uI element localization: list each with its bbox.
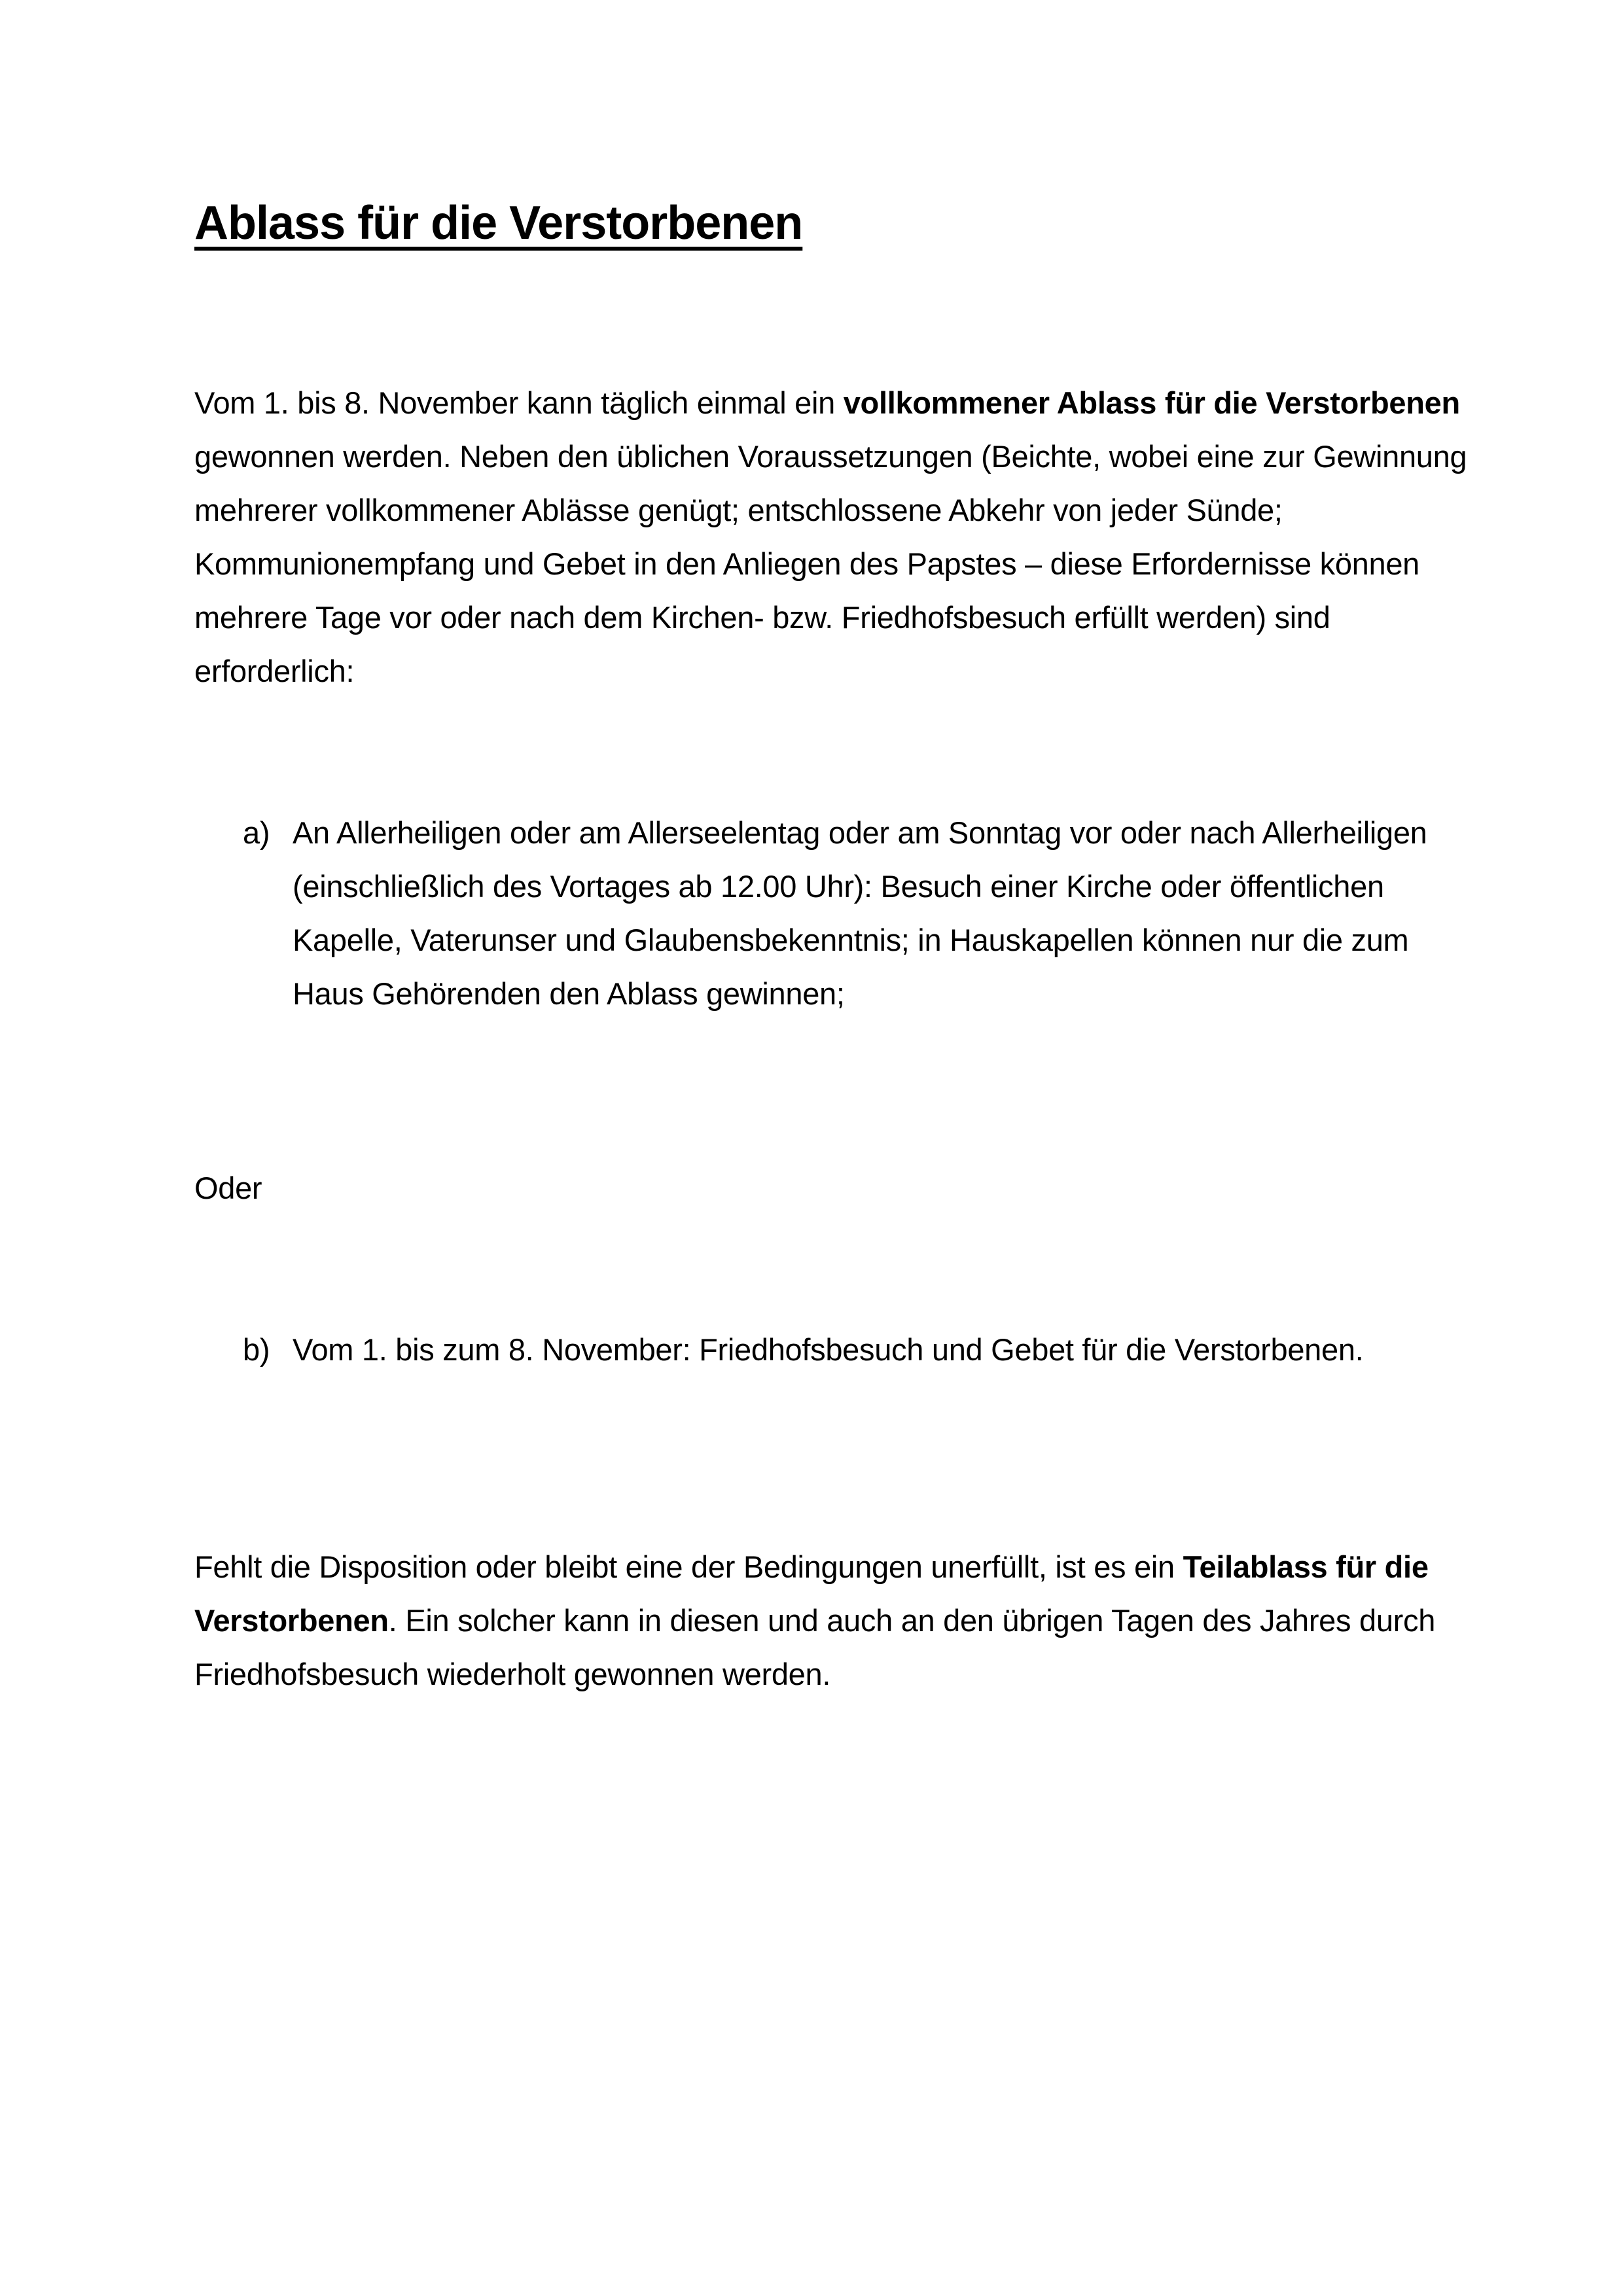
list-marker: a) [243, 815, 270, 850]
document-title: Ablass für die Verstorbenen [194, 197, 803, 249]
intro-text-1: Vom 1. bis 8. November kann täglich einmal ein [194, 385, 844, 420]
closing-bold: Teilablass für die Verstorbenen [194, 1549, 1429, 1638]
list-item-text: An Allerheiligen oder am Allerseelentag oder am Sonntag vor oder nach Allerheiligen (einschließlich des Vortages ab 12.00 Uhr): Besuch einer Kirche oder öffentlichen Kapelle, Vaterunser und Glaubensbekenntnis; in Hauskapellen können nur die zum Haus Gehörenden den Ablass gewinnen; [293, 815, 1427, 1011]
list-marker: b) [243, 1332, 270, 1367]
oder-text: Oder [194, 1171, 262, 1205]
intro-bold: vollkommener Ablass für die Verstorbenen [843, 385, 1460, 420]
closing-text-2: . Ein solcher kann in diesen und auch an den übrigen Tagen des Jahres durch Friedhofsbesuch wiederholt gewonnen werden. [194, 1603, 1436, 1691]
closing-paragraph [194, 1540, 1477, 1701]
intro-text-2: gewonnen werden. Neben den üblichen Voraussetzungen (Beichte, wobei eine zur Gewinnung mehrerer vollkommener Ablässe genügt; entschlossene Abkehr von jeder Sünde; Kommunionempfang und Gebet in den Anliegen des Papstes – diese Erfordernisse können mehrere Tage vor oder nach dem Kirchen- bzw. Friedhofsbesuch erfüllt werden) sind erforderlich: [194, 439, 1467, 688]
closing-text-1: Fehlt die Disposition oder bleibt eine der Bedingungen unerfüllt, ist es ein [194, 1549, 1183, 1584]
list-item-text: Vom 1. bis zum 8. November: Friedhofsbesuch und Gebet für die Verstorbenen. [293, 1332, 1364, 1367]
intro-paragraph [194, 376, 1477, 698]
